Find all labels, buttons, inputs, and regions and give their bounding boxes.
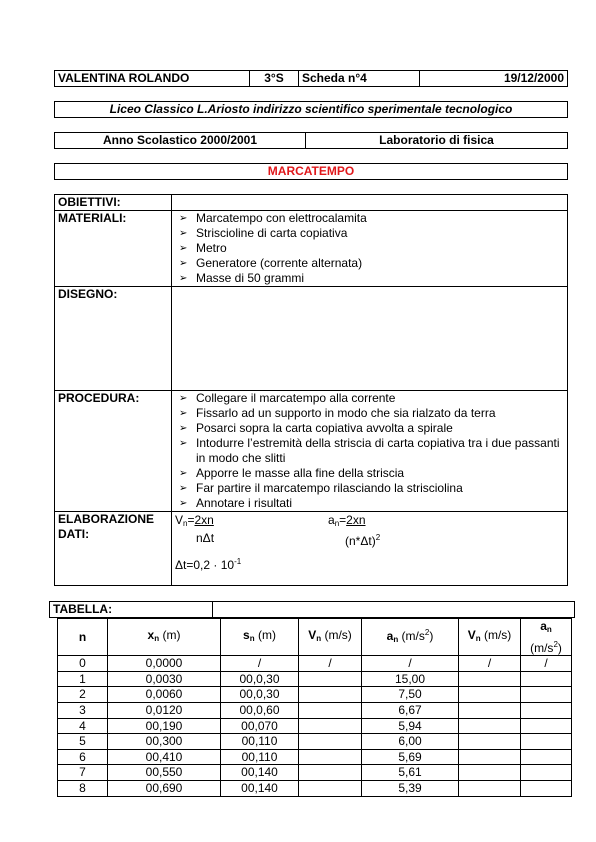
table-cell (459, 780, 521, 796)
table-row (58, 765, 572, 781)
table-cell (521, 780, 572, 796)
table-row (58, 687, 572, 703)
table-row (58, 734, 572, 750)
list-item: ➢ Fissarlo ad un supporto in modo che sia rialzato da terra (179, 406, 564, 421)
table-cell: 0 (58, 656, 108, 672)
list-item: ➢ Collegare il marcatempo alla corrente (179, 391, 564, 406)
table-cell: 00,190 (108, 718, 221, 734)
table-cell: 0,0030 (108, 671, 221, 687)
column-header: n (58, 619, 108, 656)
table-cell: 00,0,30 (221, 687, 299, 703)
procedure-list (175, 391, 564, 511)
table-cell: 6 (58, 749, 108, 765)
table-cell: 5,39 (362, 780, 459, 796)
table-cell (521, 671, 572, 687)
table-cell (459, 734, 521, 750)
procedure-label: PROCEDURA: (55, 391, 172, 512)
table-cell (299, 702, 362, 718)
table-cell: 15,00 (362, 671, 459, 687)
table-cell: 1 (58, 671, 108, 687)
table-row (58, 749, 572, 765)
drawing-content (172, 287, 568, 391)
list-item: ➢ Posarci sopra la carta copiativa avvolta a spirale (179, 421, 564, 436)
table-cell: 5,94 (362, 718, 459, 734)
table-cell: / (221, 656, 299, 672)
delta-t-value: $\Delta t=0,2 \cdot 10^{-1}$ (175, 557, 242, 572)
list-item: ➢ Masse di 50 grammi (179, 271, 564, 286)
materials-list (175, 211, 564, 286)
table-row (58, 718, 572, 734)
table-cell: 0,0000 (108, 656, 221, 672)
table-cell: 00,0,30 (221, 671, 299, 687)
table-cell (299, 749, 362, 765)
table-cell: 00,550 (108, 765, 221, 781)
table-cell (521, 765, 572, 781)
column-header: $V_n$ (m/s) (459, 619, 521, 656)
table-cell (459, 749, 521, 765)
table-cell (299, 671, 362, 687)
procedure-content (172, 391, 568, 512)
table-cell: / (299, 656, 362, 672)
table-label-spacer (213, 602, 575, 618)
acceleration-numerator: 2xn (346, 513, 366, 527)
table-row (58, 780, 572, 796)
drawing-label: DISEGNO: (55, 287, 172, 391)
table-cell: 0,0120 (108, 702, 221, 718)
elaboration-label-line2: DATI: (58, 527, 90, 541)
data-table (57, 618, 572, 797)
table-cell: 2 (58, 687, 108, 703)
acceleration-denominator: $(n*\Delta t)^2$ (345, 533, 381, 548)
table-cell: 4 (58, 718, 108, 734)
table-cell: 7 (58, 765, 108, 781)
list-item: ➢ Intodurre l’estremità della striscia di carta copiativa tra i due passanti in modo che slitti (179, 436, 564, 466)
table-cell: 00,110 (221, 749, 299, 765)
table-cell (299, 687, 362, 703)
elaboration-label (55, 512, 172, 586)
elaboration-content (172, 512, 568, 586)
objectives-label: OBIETTIVI: (55, 195, 172, 211)
table-row (58, 671, 572, 687)
table-cell (459, 765, 521, 781)
column-header: $a_n$ $(m/s^2)$ (521, 619, 572, 656)
lab-name: Laboratorio di fisica (306, 133, 568, 149)
table-cell (459, 702, 521, 718)
table-cell: 00,070 (221, 718, 299, 734)
student-class: 3°S (250, 71, 299, 87)
table-cell (459, 687, 521, 703)
table-cell (521, 718, 572, 734)
table-row (58, 656, 572, 672)
table-cell: 5,61 (362, 765, 459, 781)
table-cell (299, 765, 362, 781)
sections-table (54, 194, 568, 586)
column-header: $x_n$ (m) (108, 619, 221, 656)
school-table (54, 101, 568, 118)
year-table (54, 132, 568, 149)
title-table (54, 163, 568, 180)
table-cell (459, 671, 521, 687)
table-row (58, 702, 572, 718)
table-cell: / (521, 656, 572, 672)
sheet-number: Scheda n°4 (299, 71, 420, 87)
list-item: ➢ Generatore (corrente alternata) (179, 256, 564, 271)
list-item: ➢ Far partire il marcatempo rilasciando la strisciolina (179, 481, 564, 496)
table-cell: / (459, 656, 521, 672)
velocity-formula: $V_n=2xn$ nΔt (175, 513, 215, 545)
velocity-denominator: nΔt (196, 531, 215, 545)
table-cell (521, 734, 572, 750)
table-cell: 00,110 (221, 734, 299, 750)
list-item: ➢ Apporre le masse alla fine della striscia (179, 466, 564, 481)
table-cell: 7,50 (362, 687, 459, 703)
page-title: MARCATEMPO (55, 164, 568, 180)
table-cell: 00,0,60 (221, 702, 299, 718)
list-item: ➢ Striscioline di carta copiativa (179, 226, 564, 241)
velocity-numerator: 2xn (194, 513, 214, 527)
table-cell: 6,67 (362, 702, 459, 718)
table-cell: 00,140 (221, 780, 299, 796)
table-cell (299, 718, 362, 734)
table-cell: 3 (58, 702, 108, 718)
table-cell: 5,69 (362, 749, 459, 765)
table-cell (521, 702, 572, 718)
table-cell (521, 749, 572, 765)
list-item: ➢ Annotare i risultati (179, 496, 564, 511)
materials-content (172, 211, 568, 287)
table-cell: 00,690 (108, 780, 221, 796)
table-cell: 8 (58, 780, 108, 796)
table-cell (299, 734, 362, 750)
header-table (54, 70, 568, 87)
table-cell (299, 780, 362, 796)
data-table-header (49, 601, 575, 618)
column-header: $a_n$ $(m/s^2)$ (362, 619, 459, 656)
student-name: VALENTINA ROLANDO (55, 71, 250, 87)
table-cell (521, 687, 572, 703)
table-cell: 00,410 (108, 749, 221, 765)
column-header: $s_n$ (m) (221, 619, 299, 656)
school-year: Anno Scolastico 2000/2001 (55, 133, 306, 149)
table-cell: 00,300 (108, 734, 221, 750)
acceleration-formula: $a_n=2xn$ $(n*\Delta t)^2$ (328, 513, 381, 548)
column-header: $V_n$ (m/s) (299, 619, 362, 656)
table-cell: 6,00 (362, 734, 459, 750)
table-cell: 00,140 (221, 765, 299, 781)
elaboration-label-line1: ELABORAZIONE (58, 512, 154, 526)
list-item: ➢ Metro (179, 241, 564, 256)
objectives-content (172, 195, 568, 211)
table-cell: 5 (58, 734, 108, 750)
list-item: ➢ Marcatempo con elettrocalamita (179, 211, 564, 226)
table-cell (459, 718, 521, 734)
table-label: TABELLA: (50, 602, 213, 618)
table-cell: / (362, 656, 459, 672)
school-name: Liceo Classico L.Ariosto indirizzo scientifico sperimentale tecnologico (55, 102, 568, 118)
table-cell: 0,0060 (108, 687, 221, 703)
sheet-date: 19/12/2000 (420, 71, 568, 87)
materials-label: MATERIALI: (55, 211, 172, 287)
